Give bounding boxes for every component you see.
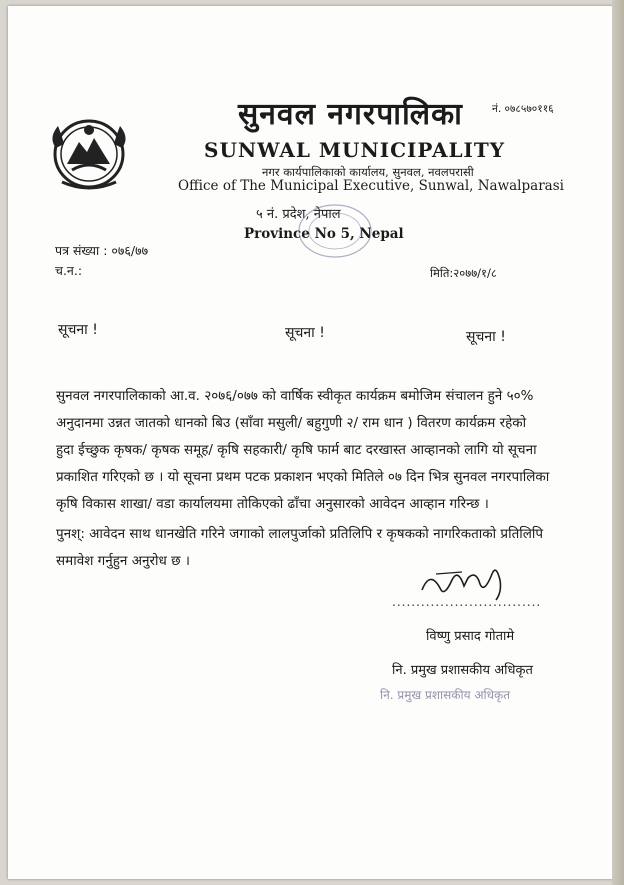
province-nepali: ५ नं. प्रदेश, नेपाल [256,207,341,222]
designation-stamp: नि. प्रमुख प्रशासकीय अधिकृत [380,688,511,702]
office-stamp-icon [295,200,375,262]
province-english: Province No 5, Nepal [244,226,404,242]
signatory-title: नि. प्रमुख प्रशासकीय अधिकृत [392,663,533,678]
office-name-english: Office of The Municipal Executive, Sunwal, Nawalparasi [178,178,564,194]
notice-label-center: सूचना ! [285,325,325,341]
footnote-line: पुनश्: आवेदन साथ धानखेति गरिने जगाको लालपुर्जाको प्रतिलिपि र कृषकको नागरिकताको प्रतिलिपि [56,526,544,542]
page-edge [612,0,624,885]
signatory-name: विष्णु प्रसाद गोतामे [426,629,515,644]
body-line: अनुदानमा उन्नत जातको धानको बिउ (साँवा मसुली/ बहुगुणी २/ राम धान ) वितरण कार्यक्रम रहेको [56,415,527,431]
municipality-name-english: SUNWAL MUNICIPALITY [204,138,506,162]
notice-label-right: सूचना ! [466,329,506,345]
municipality-name-nepali: सुनवल नगरपालिका [238,97,463,132]
body-line: कृषि विकास शाखा/ वडा कार्यालयमा तोकिएको ढाँचा अनुसारको आवेदन आव्हान गरिन्छ । [56,496,489,512]
notice-label-left: सूचना ! [58,322,98,338]
body-line: सुनवल नगरपालिकाको आ.व. २०७६/०७७ को वार्षिक स्वीकृत कार्यक्रम बमोजिम संचालन हुने ५०% [56,388,534,404]
office-name-nepali: नगर कार्यपालिकाको कार्यालय, सुनवल, नवलपरासी [262,165,474,179]
footnote-line: समावेश गर्नुहुन अनुरोध छ । [56,553,191,569]
letter-date: मिति:२०७७/१/८ [430,266,497,280]
municipality-emblem-icon [42,108,136,194]
letter-number: पत्र संख्या : ०७६/७७ [55,243,149,258]
document-number: नं. ०७८५७०११६ [492,103,554,115]
dispatch-number: च.न.: [55,263,83,278]
body-line: हुदा ईच्छुक कृषक/ कृषक समूह/ कृषि सहकारी/ कृषि फार्म बाट दरखास्त आव्हानको लागि यो सूचना [56,442,537,458]
signature-line: ............................... [392,595,542,609]
body-line: प्रकाशित गरिएको छ । यो सूचना प्रथम पटक प्रकाशन भएको मितिले ०७ दिन भित्र सुनवल नगरपालिका [56,469,550,485]
